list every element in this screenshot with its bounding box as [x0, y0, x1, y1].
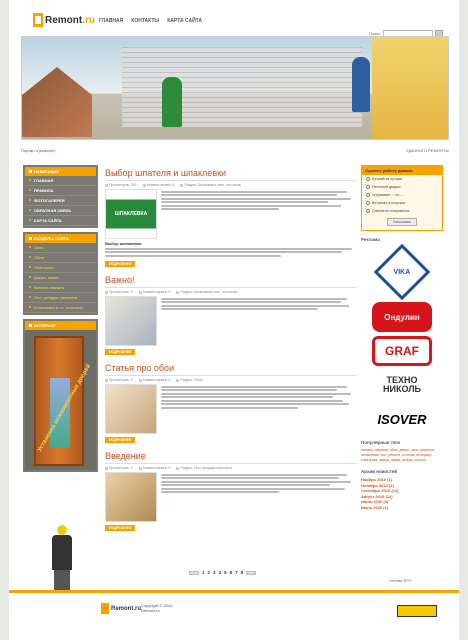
page-link[interactable]: 8: [240, 570, 244, 575]
interior-title: ИНТЕРЬЕР: [34, 323, 56, 328]
footer-logo[interactable]: Remont .ru: [101, 603, 141, 614]
ad-ondulin[interactable]: Ондулин: [372, 302, 432, 332]
poll-option: Лучший из лучших: [372, 177, 403, 181]
search-label: Поиск:: [369, 31, 382, 36]
menu-item-sitemap[interactable]: КАРТА САЙТА: [25, 216, 96, 226]
archive-item[interactable]: Октябрь 2010 (2): [361, 482, 394, 488]
post-caption: Выбор шпаклевки: [105, 241, 142, 246]
ads-title: Реклама: [361, 237, 380, 242]
footer: [9, 590, 459, 640]
post-thumbnail[interactable]: [105, 296, 157, 346]
top-nav: [99, 18, 202, 24]
archive-item[interactable]: Ноябрь 2010 (1): [361, 477, 392, 482]
poll-radio[interactable]: [366, 209, 370, 213]
poll-radio[interactable]: [366, 193, 370, 197]
section-item[interactable]: Окна: [25, 243, 96, 253]
section-item[interactable]: Ванная комната: [25, 283, 96, 293]
logo-main: Remont: [45, 14, 83, 26]
square-icon: [29, 237, 32, 240]
post: [105, 363, 357, 443]
left-sidebar: [23, 165, 98, 476]
banner-painter: [352, 57, 370, 112]
nav-sitemap[interactable]: КАРТА САЙТА: [167, 18, 203, 24]
nav-home[interactable]: ГЛАВНАЯ: [99, 18, 124, 24]
counter-badge[interactable]: [397, 605, 437, 617]
page-link[interactable]: 5: [224, 570, 227, 575]
house-icon: [101, 603, 109, 614]
poll: [361, 165, 443, 231]
post-thumbnail[interactable]: [105, 472, 157, 522]
archive-title: Архив новостей: [361, 469, 398, 474]
square-icon: [29, 170, 32, 173]
post-meta: Просмотров: 0 Комментариев: 0 Раздел: Обои: [105, 376, 357, 384]
archive-item[interactable]: Август 2010 (12): [361, 493, 393, 499]
ad-vika[interactable]: VIKA: [374, 244, 431, 301]
page-link[interactable]: 2: [207, 570, 211, 575]
prev-page-button[interactable]: [189, 571, 199, 575]
read-more-button[interactable]: ПОДРОБНЕЕ: [105, 349, 135, 355]
poll-option: Совсем не понравился: [372, 209, 410, 213]
door-ad[interactable]: [25, 330, 96, 470]
ad-isover[interactable]: ISOVER: [377, 411, 427, 427]
post-excerpt: [161, 189, 357, 239]
house-icon: [33, 13, 43, 27]
post-thumbnail[interactable]: [105, 384, 157, 434]
header: [9, 0, 459, 158]
read-more-button[interactable]: ПОДРОБНЕЕ: [105, 261, 135, 267]
archive-list: [361, 477, 443, 510]
menu-item-rules[interactable]: ПРАВИЛА: [25, 186, 96, 196]
interior-box: [23, 319, 98, 472]
post-title[interactable]: Важно!: [105, 275, 357, 288]
header-banner: [21, 36, 449, 140]
section-item[interactable]: Пол, укладка ламината: [25, 293, 96, 303]
subbar: [21, 148, 449, 153]
post-excerpt: [161, 384, 357, 434]
section-item[interactable]: Обои: [25, 253, 96, 263]
tag-cloud[interactable]: ванная, ламинат, обои, дверь, окно, шпатель, шпаклевка, пол, ремонт, потолок, интерьер, электрика, двери, замки, выбор, плитка: [361, 448, 436, 462]
door-ad-text: Установка межкомнатных дверей: [37, 363, 93, 453]
builder-mascot: [47, 525, 77, 595]
post-meta: Просмотров: 245 Комментариев: 0 Раздел: Шпаклевка стен, потолков: [105, 181, 357, 189]
main-content: [105, 168, 357, 539]
banner-worker: [162, 77, 182, 127]
post: [105, 168, 357, 267]
page-link[interactable]: 3: [213, 570, 216, 575]
page-link[interactable]: 6: [229, 570, 233, 575]
banner-interior: [372, 37, 449, 140]
banner-roof: [22, 67, 92, 137]
site-logo[interactable]: [33, 12, 95, 28]
section-item[interactable]: Двери, замки: [25, 273, 96, 283]
menu-item-feedback[interactable]: ОБРАТНАЯ СВЯЗЬ: [25, 206, 96, 216]
next-page-button[interactable]: [246, 571, 256, 575]
read-more-button[interactable]: ПОДРОБНЕЕ: [105, 437, 135, 443]
pagination: [189, 570, 256, 575]
post: [105, 275, 357, 355]
rss-link[interactable]: Чтение RSS: [389, 578, 412, 583]
ad-graf[interactable]: GRAF: [372, 336, 432, 366]
poll-title: Оцените работу движка: [362, 166, 442, 175]
sections-title: РАЗДЕЛЫ САЙТА: [34, 236, 69, 241]
archive-item[interactable]: Июль 2010 (4): [361, 499, 389, 504]
archive-item[interactable]: Сентябрь 2010 (12): [361, 488, 399, 493]
page-link[interactable]: 7: [235, 570, 238, 575]
logo-tld: .ru: [82, 14, 96, 26]
menu-item-home[interactable]: ГЛАВНАЯ: [25, 176, 96, 186]
ad-technonikol[interactable]: ТЕХНО НИКОЛЬ: [382, 375, 422, 394]
archive-item[interactable]: Июнь 2010 (1): [361, 504, 389, 510]
poll-option: Устраивает ... но ...: [372, 193, 404, 197]
post-title[interactable]: Выбор шпателя и шпаклевки: [105, 168, 357, 181]
page-link[interactable]: 1: [202, 570, 205, 575]
post-meta: Просмотров: 0 Комментариев: 0 Раздел: Шпаклевка стен, потолков: [105, 288, 357, 296]
poll-radio[interactable]: [366, 201, 370, 205]
post-meta: Просмотров: 0 Комментариев: 0 Раздел: Пол, укладка ламината: [105, 464, 357, 472]
poll-radio[interactable]: [366, 177, 370, 181]
menu-item-gallery[interactable]: ФОТОГАЛЕРЕЯ: [25, 196, 96, 206]
sections-menu: [23, 232, 98, 315]
post-title[interactable]: Статья про обои: [105, 363, 357, 376]
post-title[interactable]: Введение: [105, 451, 357, 464]
menu-title: НАВИГАЦИЯ: [34, 169, 60, 174]
vote-button[interactable]: Голосовать: [387, 218, 417, 226]
tags-title: Популярные теги: [361, 440, 401, 445]
poll-option: Неплохой движок: [372, 185, 401, 189]
copyright: Copyright © 2010, Remont.ru: [141, 603, 174, 613]
post-thumbnail[interactable]: [105, 189, 157, 239]
post-excerpt: [161, 472, 357, 522]
square-icon: [29, 324, 32, 327]
banner-wall: [122, 47, 362, 127]
nav-menu: [23, 165, 98, 228]
nav-contacts[interactable]: КОНТАКТЫ: [131, 18, 160, 24]
page: [9, 0, 459, 640]
section-item[interactable]: Шпаклевка и т.п. потолков: [25, 303, 96, 313]
right-sidebar: [361, 165, 443, 510]
slogan: УДАЧНОГО РЕМОНТА!: [405, 148, 449, 153]
post-excerpt: [161, 296, 357, 346]
page-link[interactable]: 4: [218, 570, 222, 575]
read-more-button[interactable]: ПОДРОБНЕЕ: [105, 525, 135, 531]
post: [105, 451, 357, 531]
section-item[interactable]: Электрика: [25, 263, 96, 273]
thumb-label: ШПАКЛЕВКА: [114, 211, 148, 217]
tagline: Портал о ремонте: [21, 148, 55, 153]
poll-option: Встречал и получше: [372, 201, 406, 205]
poll-radio[interactable]: [366, 185, 370, 189]
